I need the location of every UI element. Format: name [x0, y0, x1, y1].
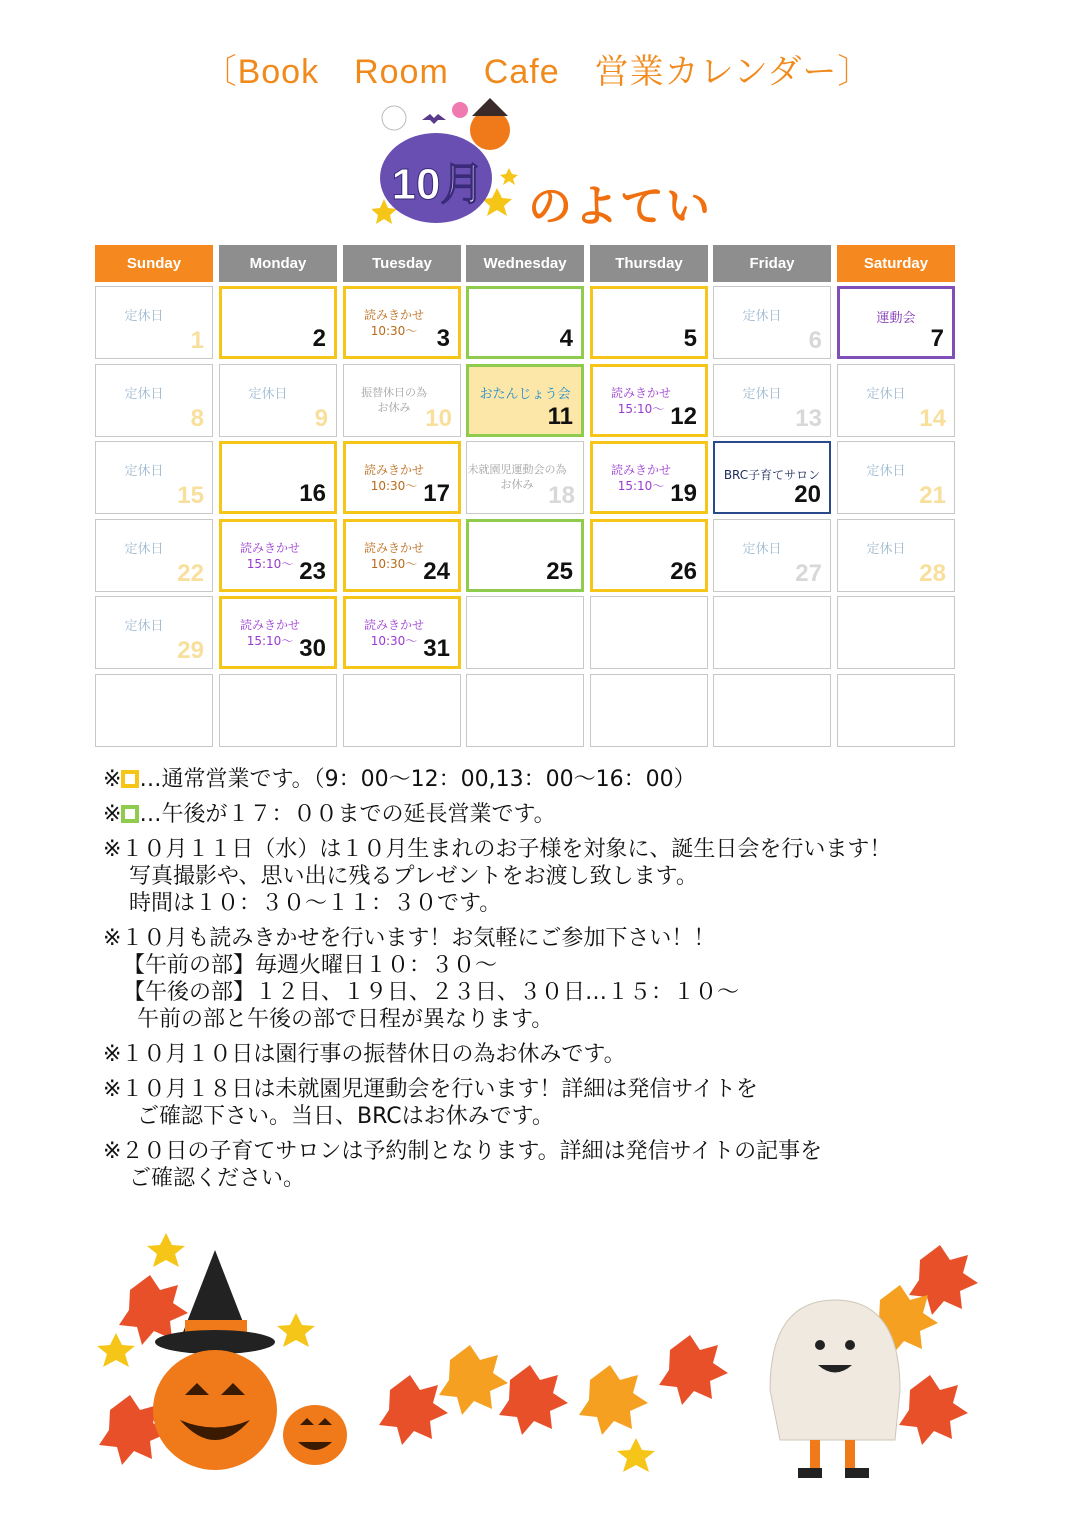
day-number: 20: [794, 481, 821, 508]
day-number: 30: [299, 635, 326, 662]
day-cell-12: [590, 364, 708, 437]
day-number: 9: [314, 405, 328, 432]
day-cell-29: [95, 596, 213, 669]
note-reading-schedule: 午前の部と午後の部で日程が異なります。: [137, 1007, 554, 1032]
day-number: 16: [299, 480, 326, 507]
day-cell-27: [713, 519, 831, 592]
event-time: 15:10〜: [617, 479, 665, 493]
day-cell-5: [590, 286, 708, 359]
closed-reason: 未就園児運動会の為: [467, 463, 567, 476]
day-number: 8: [190, 405, 204, 432]
note-oct18-line2: ご確認下さい。当日、BRCはお休みです。: [137, 1104, 554, 1129]
month-label: 10月: [391, 160, 485, 209]
note-oct18: ※１０月１８日は未就園児運動会を行います！詳細は発信サイトを: [103, 1077, 758, 1102]
closed-note: 定休日: [866, 387, 906, 402]
empty-cell: [590, 596, 708, 669]
day-number: 11: [547, 403, 573, 430]
note-regular-hours: [103, 766, 983, 793]
closed-note: 定休日: [124, 309, 164, 324]
day-cell-3: [343, 286, 461, 359]
day-cell-24: [343, 519, 461, 592]
note-reading-pm: 【午後の部】１２日、１９日、２３日、３０日…１５：１０〜: [123, 980, 740, 1005]
day-cell-18: [466, 441, 584, 514]
event-time: 10:30〜: [370, 557, 418, 571]
day-cell-19: [590, 441, 708, 514]
note-mark: ※: [103, 802, 122, 827]
closed-note: 定休日: [124, 542, 164, 557]
day-number: 21: [919, 482, 946, 509]
day-cell-8: [95, 364, 213, 437]
empty-cell: [713, 596, 831, 669]
day-number: 23: [299, 558, 326, 585]
day-cell-14: [837, 364, 955, 437]
day-cell-16: [219, 441, 337, 514]
closed-note: 定休日: [124, 387, 164, 402]
legend-extended-square-icon: [121, 805, 139, 823]
empty-cell: [219, 674, 337, 747]
empty-cell: [466, 596, 584, 669]
note-oct10: ※１０月１０日は園行事の振替休日の為お休みです。: [103, 1042, 626, 1067]
note-text: …午後が１７：００までの延長営業です。: [139, 802, 556, 827]
empty-cell: [713, 674, 831, 747]
note-reading-am: 【午前の部】毎週火曜日１０：３０〜: [123, 953, 498, 978]
event-title: 読みきかせ: [363, 541, 424, 555]
day-cell-26: [590, 519, 708, 592]
day-number: 13: [795, 405, 822, 432]
day-number: 2: [312, 325, 326, 352]
day-number: 27: [795, 560, 822, 587]
event-time: 15:10〜: [246, 557, 294, 571]
closed-note: 定休日: [742, 387, 782, 402]
day-cell-31: [343, 596, 461, 669]
day-number: 15: [177, 482, 204, 509]
note-text: …通常営業です。（9：00〜12：00,13：00〜16：00）: [139, 767, 696, 792]
day-number: 6: [808, 327, 822, 354]
day-cell-21: [837, 441, 955, 514]
empty-cell: [837, 596, 955, 669]
weekday-header-monday: Monday: [219, 245, 337, 282]
empty-cell: [590, 674, 708, 747]
day-cell-13: [713, 364, 831, 437]
event-time: 15:10〜: [617, 402, 665, 416]
closed-label: お休み: [377, 401, 411, 414]
day-number: 14: [919, 405, 946, 432]
closed-note: 定休日: [124, 619, 164, 634]
closed-note: 定休日: [248, 387, 288, 402]
day-number: 28: [919, 560, 946, 587]
day-number: 29: [177, 637, 204, 664]
closed-reason: 振替休日の為: [361, 386, 427, 399]
empty-cell: [466, 674, 584, 747]
day-cell-1: [95, 286, 213, 359]
closed-note: 定休日: [742, 542, 782, 557]
day-number: 1: [190, 327, 204, 354]
day-cell-25: [466, 519, 584, 592]
note-salon: ※２０日の子育てサロンは予約制となります。詳細は発信サイトの記事を: [103, 1139, 823, 1164]
event-time: 15:10〜: [246, 634, 294, 648]
day-cell-10: [343, 364, 461, 437]
note-birthday-line3: 時間は１０：３０〜１１：３０です。: [129, 891, 502, 916]
day-number: 3: [436, 325, 450, 352]
event-note: BRC子育てサロン: [723, 468, 821, 482]
note-salon-line2: ご確認ください。: [129, 1166, 306, 1191]
day-cell-20: [713, 441, 831, 514]
day-number: 26: [670, 558, 697, 585]
event-time: 10:30〜: [370, 324, 418, 338]
day-number: 17: [423, 480, 450, 507]
day-cell-17: [343, 441, 461, 514]
day-number: 31: [423, 635, 450, 662]
event-title: 読みきかせ: [363, 308, 424, 322]
note-birthday: ※１０月１１日（水）は１０月生まれのお子様を対象に、誕生日会を行います！: [103, 837, 892, 862]
day-cell-9: [219, 364, 337, 437]
weekday-header-thursday: Thursday: [590, 245, 708, 282]
day-cell-11: [466, 364, 584, 437]
event-time: 10:30〜: [370, 634, 418, 648]
day-number: 7: [930, 325, 944, 352]
notes-section: [103, 766, 983, 1192]
closed-note: 定休日: [866, 464, 906, 479]
weekday-header-friday: Friday: [713, 245, 831, 282]
event-title: 読みきかせ: [239, 618, 300, 632]
day-cell-22: [95, 519, 213, 592]
event-note: 運動会: [876, 311, 916, 326]
note-extended-hours: [103, 801, 983, 828]
event-title: 読みきかせ: [363, 618, 424, 632]
day-cell-4: [466, 286, 584, 359]
weekday-header-sunday: Sunday: [95, 245, 213, 282]
note-birthday-line2: 写真撮影や、思い出に残るプレゼントをお渡し致します。: [129, 864, 698, 889]
closed-note: 定休日: [866, 542, 906, 557]
day-cell-23: [219, 519, 337, 592]
day-number: 12: [670, 403, 697, 430]
day-cell-30: [219, 596, 337, 669]
event-title: 読みきかせ: [610, 386, 671, 400]
closed-label: お休み: [500, 478, 534, 491]
day-number: 24: [423, 558, 450, 585]
page-title: 〔Book Room Cafe 営業カレンダー〕: [202, 53, 873, 91]
weekday-header-wednesday: Wednesday: [466, 245, 584, 282]
day-number: 10: [425, 405, 452, 432]
day-number: 22: [177, 560, 204, 587]
event-note: [338, 307, 450, 339]
empty-cell: [837, 674, 955, 747]
event-title: 読みきかせ: [363, 463, 424, 477]
closed-note: 定休日: [124, 464, 164, 479]
day-number: 25: [546, 558, 573, 585]
day-cell-28: [837, 519, 955, 592]
weekday-header-tuesday: Tuesday: [343, 245, 461, 282]
day-number: 18: [548, 482, 575, 509]
event-title: 読みきかせ: [610, 463, 671, 477]
day-cell-15: [95, 441, 213, 514]
note-mark: ※: [103, 767, 122, 792]
subtitle: のよてい: [528, 182, 712, 231]
day-cell-6: [713, 286, 831, 359]
empty-cell: [343, 674, 461, 747]
day-cell-2: [219, 286, 337, 359]
closed-note: 定休日: [742, 309, 782, 324]
event-time: 10:30〜: [370, 479, 418, 493]
day-cell-7: [837, 286, 955, 359]
legend-regular-square-icon: [121, 770, 139, 788]
note-reading: ※１０月も読みきかせを行います！お気軽にご参加下さい！！: [103, 926, 716, 951]
halloween-illustration-icon: [90, 1230, 990, 1510]
empty-cell: [95, 674, 213, 747]
day-number: 19: [670, 480, 697, 507]
event-note: おたんじょう会: [479, 387, 571, 402]
event-title: 読みきかせ: [239, 541, 300, 555]
weekday-header-saturday: Saturday: [837, 245, 955, 282]
day-number: 4: [559, 325, 573, 352]
day-number: 5: [683, 325, 697, 352]
